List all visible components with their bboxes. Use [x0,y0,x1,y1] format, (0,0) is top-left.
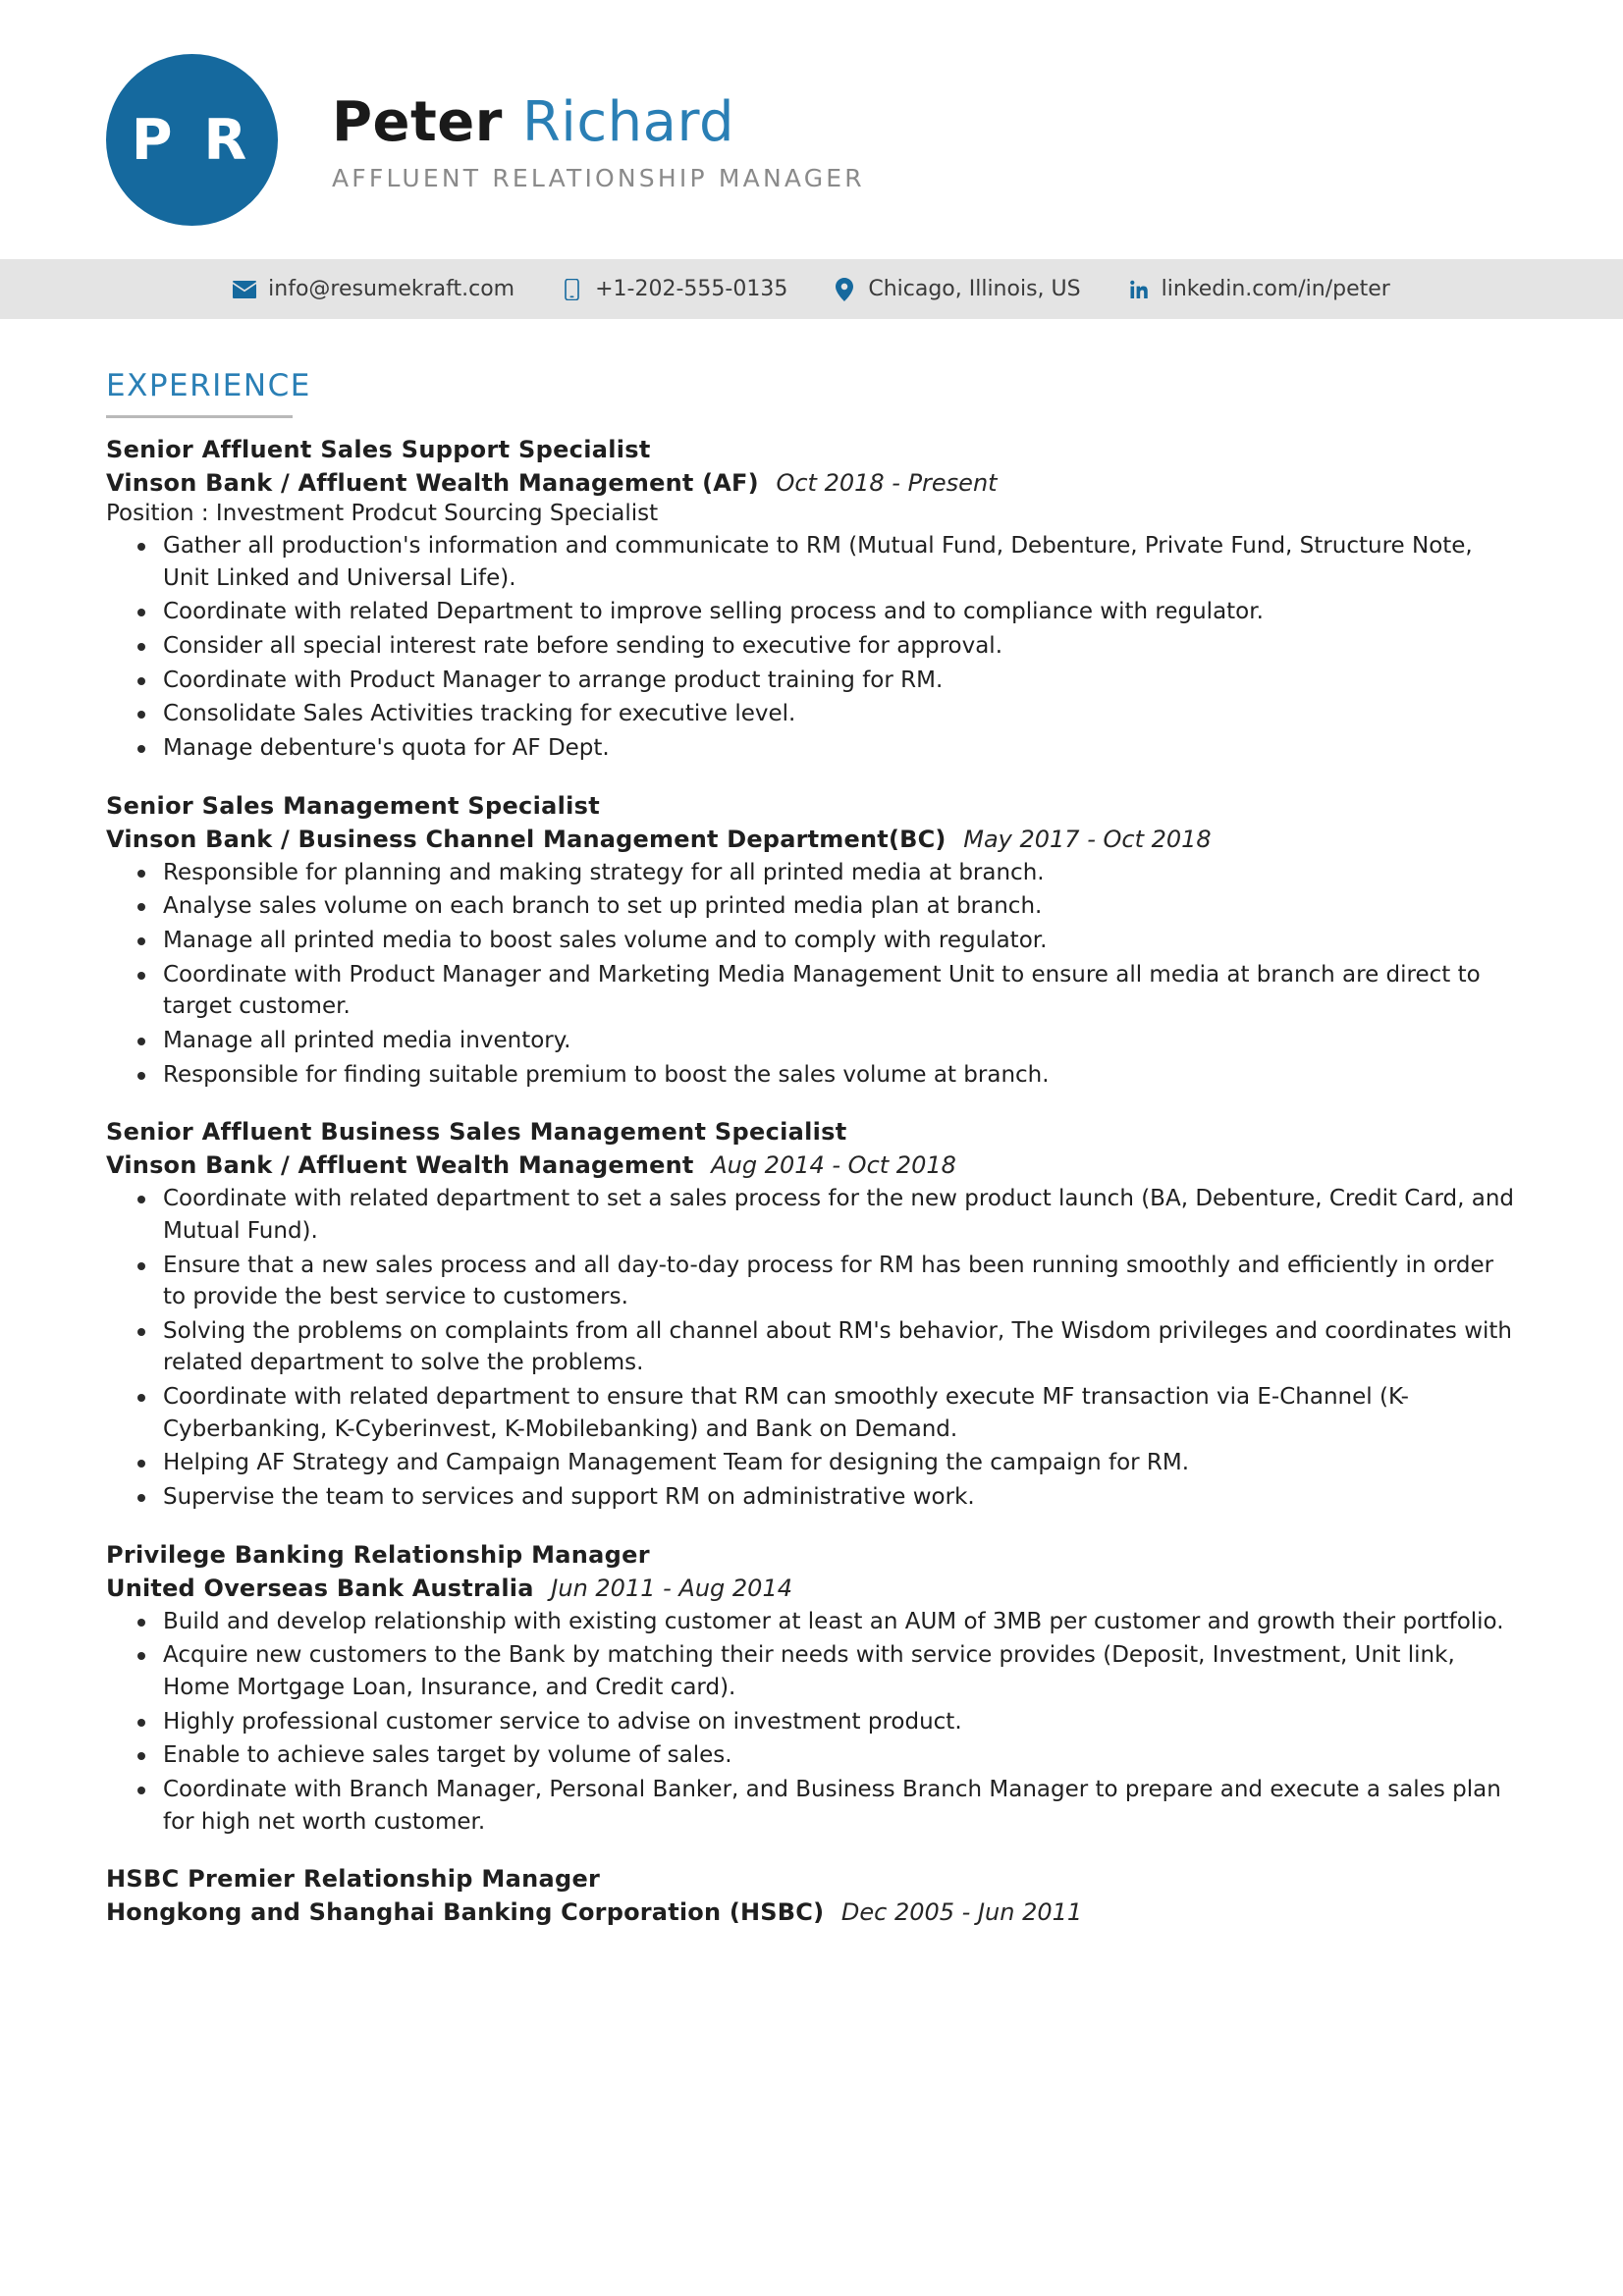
list-item: Acquire new customers to the Bank by matching their needs with service provides (Deposit, Investment, Unit link, Home Mortgage Loan, Insurance, and Credit card). [161,1639,1517,1703]
list-item: Coordinate with Product Manager and Marketing Media Management Unit to ensure all media at branch are direct to target customer. [161,959,1517,1023]
job-dates: May 2017 - Oct 2018 [963,825,1212,853]
job-dates: Aug 2014 - Oct 2018 [711,1151,956,1180]
last-name: Richard [521,89,735,154]
contact-email[interactable] [233,277,514,301]
job-bullet-list [106,530,1517,765]
list-item: Consider all special interest rate before sending to executive for approval. [161,630,1517,663]
list-item: Responsible for planning and making strategy for all printed media at branch. [161,857,1517,889]
resume-body [0,319,1623,2012]
job-role: HSBC Premier Relationship Manager [106,1865,601,1894]
contact-phone-text: +1-202-555-0135 [595,277,788,301]
list-item: Coordinate with related department to ensure that RM can smoothly execute MF transaction via E-Channel (K-Cyberbanking, K-Cyberinvest, K-Mobilebanking) and Bank on Demand. [161,1381,1517,1445]
contact-email-text: info@resumekraft.com [268,277,515,301]
job-bullet-list [106,1606,1517,1839]
contact-location[interactable] [833,277,1080,301]
list-item: Solving the problems on complaints from all channel about RM's behavior, The Wisdom privileges and coordinates with related department to solve the problems. [161,1315,1517,1379]
job-role: Senior Affluent Business Sales Management Specialist [106,1118,847,1147]
list-item: Ensure that a new sales process and all day-to-day process for RM has been running smoothly and efficiently in order to provide the best service to customers. [161,1250,1517,1313]
job-dates: Jun 2011 - Aug 2014 [551,1574,792,1602]
experience-item [106,1541,1517,1839]
list-item: Coordinate with related Department to improve selling process and to compliance with regulator. [161,596,1517,628]
phone-icon [560,278,583,301]
job-dates: Dec 2005 - Jun 2011 [840,1898,1083,1927]
job-dates: Oct 2018 - Present [776,469,998,497]
list-item: Manage all printed media inventory. [161,1025,1517,1057]
experience-item [106,436,1517,765]
list-item: Responsible for finding suitable premium to boost the sales volume at branch. [161,1059,1517,1092]
job-company-line [106,1575,1517,1602]
job-company: United Overseas Bank Australia [106,1574,534,1602]
experience-item [106,792,1517,1092]
location-pin-icon [833,278,856,301]
section-divider [106,415,293,418]
job-bullet-list [106,1183,1517,1514]
list-item: Analyse sales volume on each branch to set up printed media plan at branch. [161,890,1517,923]
job-position-line: Position : Investment Prodcut Sourcing Specialist [106,501,659,526]
name-block [332,87,865,192]
list-item: Supervise the team to services and support RM on administrative work. [161,1481,1517,1514]
contact-linkedin[interactable] [1126,277,1390,301]
contact-bar [0,259,1623,319]
list-item: Gather all production's information and communicate to RM (Mutual Fund, Debenture, Private Fund, Structure Note, Unit Linked and Universal Life). [161,530,1517,594]
job-company-line [106,1151,1517,1179]
resume-header [0,0,1623,259]
list-item: Enable to achieve sales target by volume of sales. [161,1739,1517,1772]
job-role: Privilege Banking Relationship Manager [106,1540,650,1569]
contact-location-text: Chicago, Illinois, US [868,277,1081,301]
experience-item [106,1118,1517,1514]
job-company-line [106,1898,1517,1926]
list-item: Manage debenture's quota for AF Dept. [161,732,1517,765]
list-item: Consolidate Sales Activities tracking for executive level. [161,698,1517,730]
list-item: Manage all printed media to boost sales volume and to comply with regulator. [161,925,1517,957]
job-role: Senior Sales Management Specialist [106,791,600,820]
email-icon [233,278,256,301]
contact-phone[interactable] [560,277,787,301]
list-item: Coordinate with Product Manager to arrange product training for RM. [161,665,1517,697]
contact-linkedin-text: linkedin.com/in/peter [1161,277,1390,301]
avatar-initials: P R [106,54,278,226]
job-company: Hongkong and Shanghai Banking Corporation (HSBC) [106,1898,825,1927]
header-job-title: AFFLUENT RELATIONSHIP MANAGER [332,164,865,193]
section-title-experience: EXPERIENCE [106,368,311,403]
page-title [332,89,865,154]
first-name: Peter [332,89,503,154]
job-company: Vinson Bank / Affluent Wealth Management (AF) [106,469,759,497]
list-item: Helping AF Strategy and Campaign Management Team for designing the campaign for RM. [161,1447,1517,1479]
list-item: Coordinate with Branch Manager, Personal Banker, and Business Branch Manager to prepare and execute a sales plan for high net worth customer. [161,1774,1517,1838]
linkedin-icon [1126,278,1150,301]
list-item: Build and develop relationship with existing customer at least an AUM of 3MB per customer and growth their portfolio. [161,1606,1517,1638]
job-company-line [106,469,1517,497]
experience-item [106,1865,1517,1926]
list-item: Highly professional customer service to advise on investment product. [161,1706,1517,1738]
job-bullet-list [106,857,1517,1092]
job-company: Vinson Bank / Business Channel Management Department(BC) [106,825,947,853]
job-company-line [106,826,1517,853]
job-role: Senior Affluent Sales Support Specialist [106,436,651,463]
job-company: Vinson Bank / Affluent Wealth Management [106,1151,694,1180]
list-item: Coordinate with related department to set a sales process for the new product launch (BA, Debenture, Credit Card, and Mutual Fund). [161,1183,1517,1247]
